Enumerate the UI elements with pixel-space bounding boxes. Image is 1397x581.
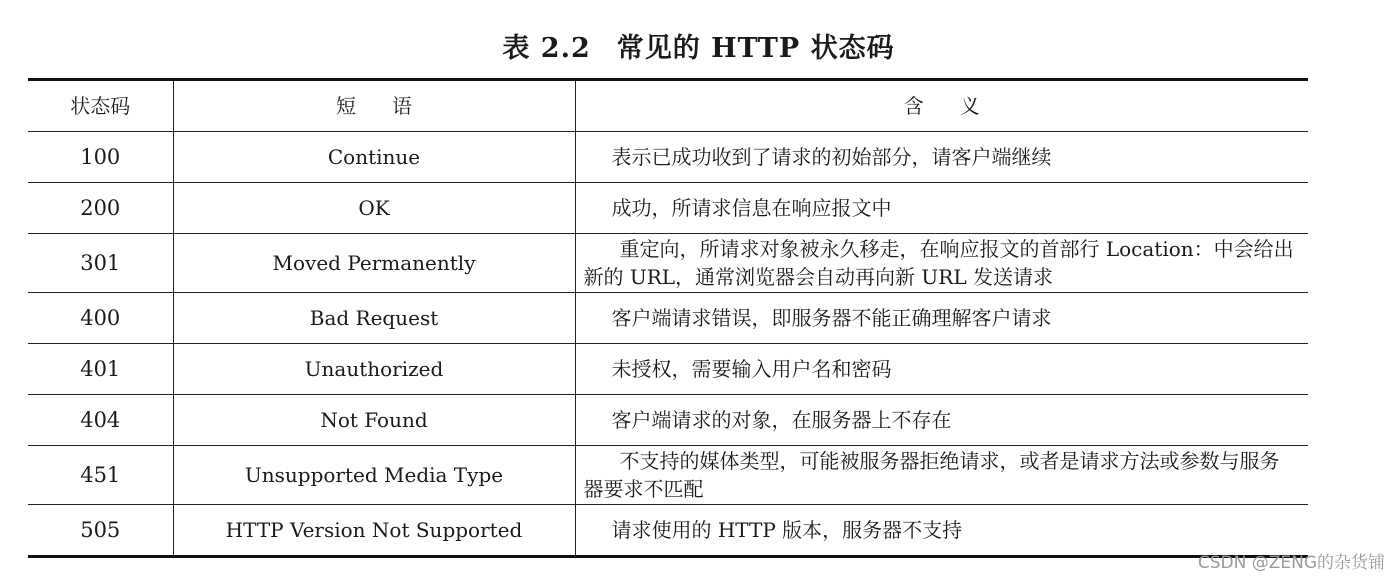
cell-phrase: Bad Request (173, 293, 575, 344)
cell-phrase: Not Found (173, 395, 575, 446)
cell-phrase: HTTP Version Not Supported (173, 505, 575, 556)
status-code-table-container (28, 78, 1308, 558)
table-row (28, 505, 1308, 556)
table-caption (0, 26, 1397, 65)
table-bottom-rule (28, 555, 1308, 558)
cell-meaning: 客户端请求错误，即服务器不能正确理解客户请求 (575, 293, 1308, 344)
cell-meaning: 客户端请求的对象，在服务器上不存在 (575, 395, 1308, 446)
table-row (28, 293, 1308, 344)
cell-code: 100 (28, 132, 173, 183)
cell-meaning: 未授权，需要输入用户名和密码 (575, 344, 1308, 395)
table-row (28, 132, 1308, 183)
cell-phrase: Continue (173, 132, 575, 183)
cell-code: 200 (28, 183, 173, 234)
cell-code: 401 (28, 344, 173, 395)
table-row (28, 344, 1308, 395)
header-phrase: 短语 (173, 81, 575, 132)
table-header-row (28, 81, 1308, 132)
table-title: 常见的 HTTP 状态码 (616, 33, 895, 64)
table-row (28, 446, 1308, 505)
header-status-code: 状态码 (28, 81, 173, 132)
cell-meaning: 不支持的媒体类型，可能被服务器拒绝请求，或者是请求方法或参数与服务器要求不匹配 (575, 446, 1308, 505)
cell-code: 400 (28, 293, 173, 344)
table-row (28, 234, 1308, 293)
cell-code: 404 (28, 395, 173, 446)
table-row (28, 395, 1308, 446)
cell-meaning: 请求使用的 HTTP 版本，服务器不支持 (611, 518, 963, 542)
cell-phrase: Unauthorized (173, 344, 575, 395)
cell-phrase: OK (173, 183, 575, 234)
cell-meaning: 成功，所请求信息在响应报文中 (575, 183, 1308, 234)
status-code-table (28, 81, 1308, 555)
table-row (28, 183, 1308, 234)
cell-meaning: 表示已成功收到了请求的初始部分，请客户端继续 (575, 132, 1308, 183)
cell-code: 451 (28, 446, 173, 505)
cell-phrase: Unsupported Media Type (173, 446, 575, 505)
cell-code: 505 (28, 505, 173, 556)
cell-phrase: Moved Permanently (173, 234, 575, 293)
watermark: CSDN @ZENG的杂货铺 (1197, 553, 1385, 573)
table-number: 表 2.2 (502, 33, 591, 64)
cell-code: 301 (28, 234, 173, 293)
cell-meaning: 重定向，所请求对象被永久移走，在响应报文的首部行 Location：中会给出新的 URL，通常浏览器会自动再向新 URL 发送请求 (575, 234, 1308, 293)
header-meaning: 含义 (575, 81, 1308, 132)
